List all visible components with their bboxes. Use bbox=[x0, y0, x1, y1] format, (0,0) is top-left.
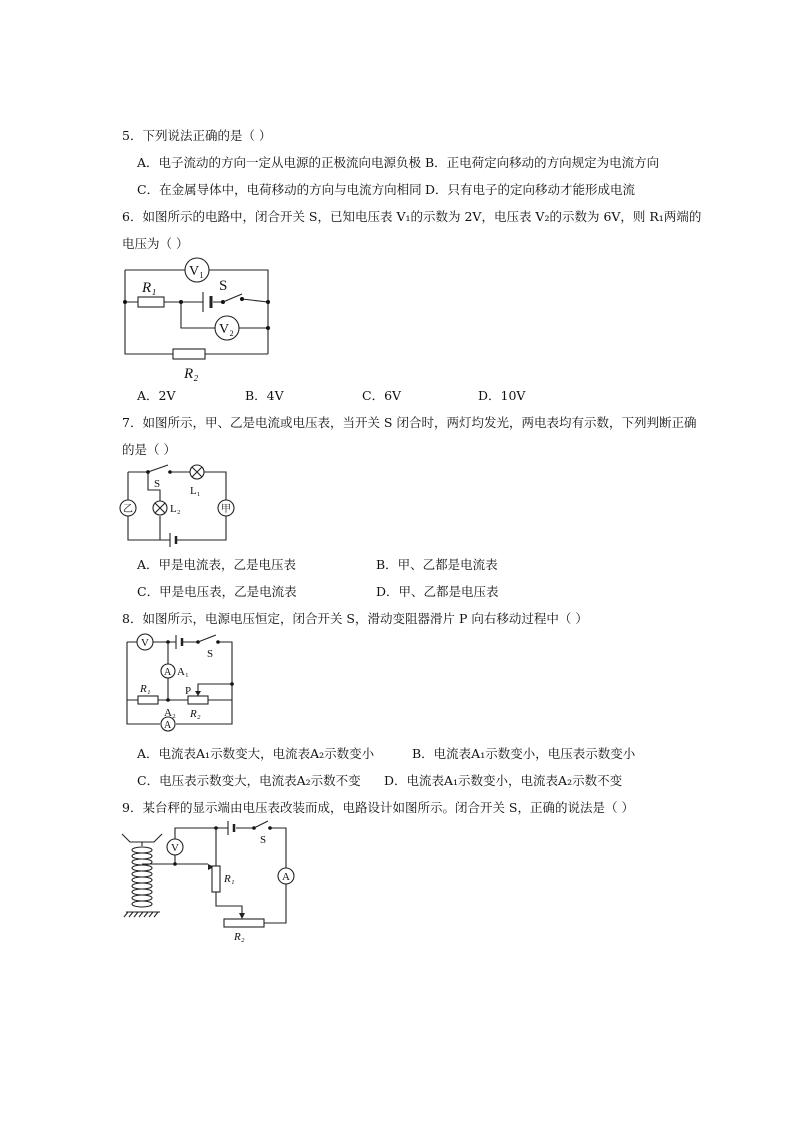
q6-stem-line1: 6．如图所示的电路中，闭合开关 S，已知电压表 V₁的示数为 2V，电压表 V₂的示数为 6V，则 R₁两端的 bbox=[122, 209, 702, 224]
q6-switch-blade bbox=[223, 294, 242, 302]
q8-r1-label: R₁ bbox=[140, 683, 151, 695]
q6-option-d: D．10V bbox=[478, 388, 526, 403]
q9-resistor-r1 bbox=[212, 866, 220, 892]
q8-stem: 8．如图所示，电源电压恒定，闭合开关 S，滑动变阻器滑片 P 向右移动过程中（ ） bbox=[122, 611, 588, 626]
q6-s-label: S bbox=[219, 278, 228, 294]
q8-a1-label: A₁ bbox=[177, 666, 189, 678]
q5-option-b: B．正电荷定向移动的方向规定为电流方向 bbox=[425, 155, 660, 170]
q7-option-a: A．甲是电流表，乙是电压表 bbox=[137, 557, 297, 572]
q6-r2-label: R₂ bbox=[184, 366, 199, 382]
q7-option-d: D．甲、乙都是电压表 bbox=[376, 584, 499, 599]
q8-r2-label: R₂ bbox=[190, 708, 201, 720]
q8-circuit-diagram bbox=[118, 632, 243, 740]
q6-circuit-diagram bbox=[118, 258, 278, 380]
q7-stem-line2: 的是（ ） bbox=[122, 442, 176, 457]
q9-stem: 9．某台秤的显示端由电压表改装而成，电路设计如图所示。闭合开关 S，正确的说法是（ ） bbox=[122, 800, 634, 815]
q8-option-c: C．电压表示数变大，电流表A₂示数不变 bbox=[137, 773, 361, 788]
q6-option-c: C．6V bbox=[362, 388, 402, 403]
q7-option-b: B．甲、乙都是电流表 bbox=[376, 557, 498, 572]
q6-resistor-r1 bbox=[138, 297, 164, 307]
q7-yi-label: 乙 bbox=[123, 504, 133, 515]
q9-circuit-diagram bbox=[118, 820, 298, 945]
q9-scale-pan bbox=[122, 834, 162, 842]
q8-option-a: A．电流表A₁示数变大，电流表A₂示数变小 bbox=[137, 746, 375, 761]
q7-circuit-diagram bbox=[118, 460, 248, 552]
q8-a1-meter-label: A bbox=[164, 667, 172, 678]
q5-option-a: A．电子流动的方向一定从电源的正极流向电源负极 bbox=[137, 155, 422, 170]
q6-r1-label: R₁ bbox=[142, 280, 157, 296]
q5-option-c: C．在金属导体中，电荷移动的方向与电流方向相同 bbox=[137, 182, 422, 197]
q8-switch-blade bbox=[198, 635, 216, 642]
q9-s-label: S bbox=[260, 834, 267, 846]
q6-option-b: B．4V bbox=[245, 388, 284, 403]
q8-option-d: D．电流表A₁示数变小，电流表A₂示数不变 bbox=[384, 773, 623, 788]
q7-switch-blade bbox=[148, 465, 168, 472]
q8-a2-meter-label: A bbox=[164, 720, 172, 731]
q9-a-label: A bbox=[282, 871, 290, 883]
q6-v1-label: V₁ bbox=[189, 264, 204, 279]
q8-v-label: V bbox=[141, 637, 149, 649]
q6-resistor-r2 bbox=[173, 349, 205, 359]
q8-option-b: B．电流表A₁示数变小，电压表示数变小 bbox=[412, 746, 636, 761]
q7-option-c: C．甲是电压表，乙是电流表 bbox=[137, 584, 297, 599]
q9-switch-blade bbox=[254, 821, 268, 828]
q9-v-label: V bbox=[171, 842, 179, 854]
q8-resistor-r1 bbox=[138, 696, 158, 704]
q8-p-label: P bbox=[185, 685, 192, 697]
q9-r2-label: R₂ bbox=[234, 931, 245, 943]
q9-spring bbox=[132, 847, 152, 907]
q6-stem-line2: 电压为（ ） bbox=[122, 236, 189, 251]
q8-a2-label: A₂ bbox=[164, 707, 176, 719]
q7-l2-label: L₂ bbox=[170, 503, 181, 515]
q6-option-a: A．2V bbox=[137, 388, 176, 403]
q8-s-label: S bbox=[207, 648, 214, 660]
q7-l1-label: L₁ bbox=[190, 485, 201, 497]
q5-stem: 5．下列说法正确的是（ ） bbox=[122, 128, 272, 143]
q8-rheostat-r2 bbox=[188, 696, 208, 704]
q7-jia-label: 甲 bbox=[221, 504, 231, 515]
q9-r1-label: R₁ bbox=[224, 873, 235, 885]
q9-rheostat-r2 bbox=[224, 919, 264, 927]
q6-v2-label: V₂ bbox=[219, 322, 234, 337]
q5-option-d: D．只有电子的定向移动才能形成电流 bbox=[425, 182, 636, 197]
q7-s-label: S bbox=[154, 478, 161, 490]
q8-slider-p bbox=[198, 684, 232, 696]
q7-stem-line1: 7．如图所示，甲、乙是电流或电压表，当开关 S 闭合时，两灯均发光，两电表均有示数，下列判断正确 bbox=[122, 415, 697, 430]
